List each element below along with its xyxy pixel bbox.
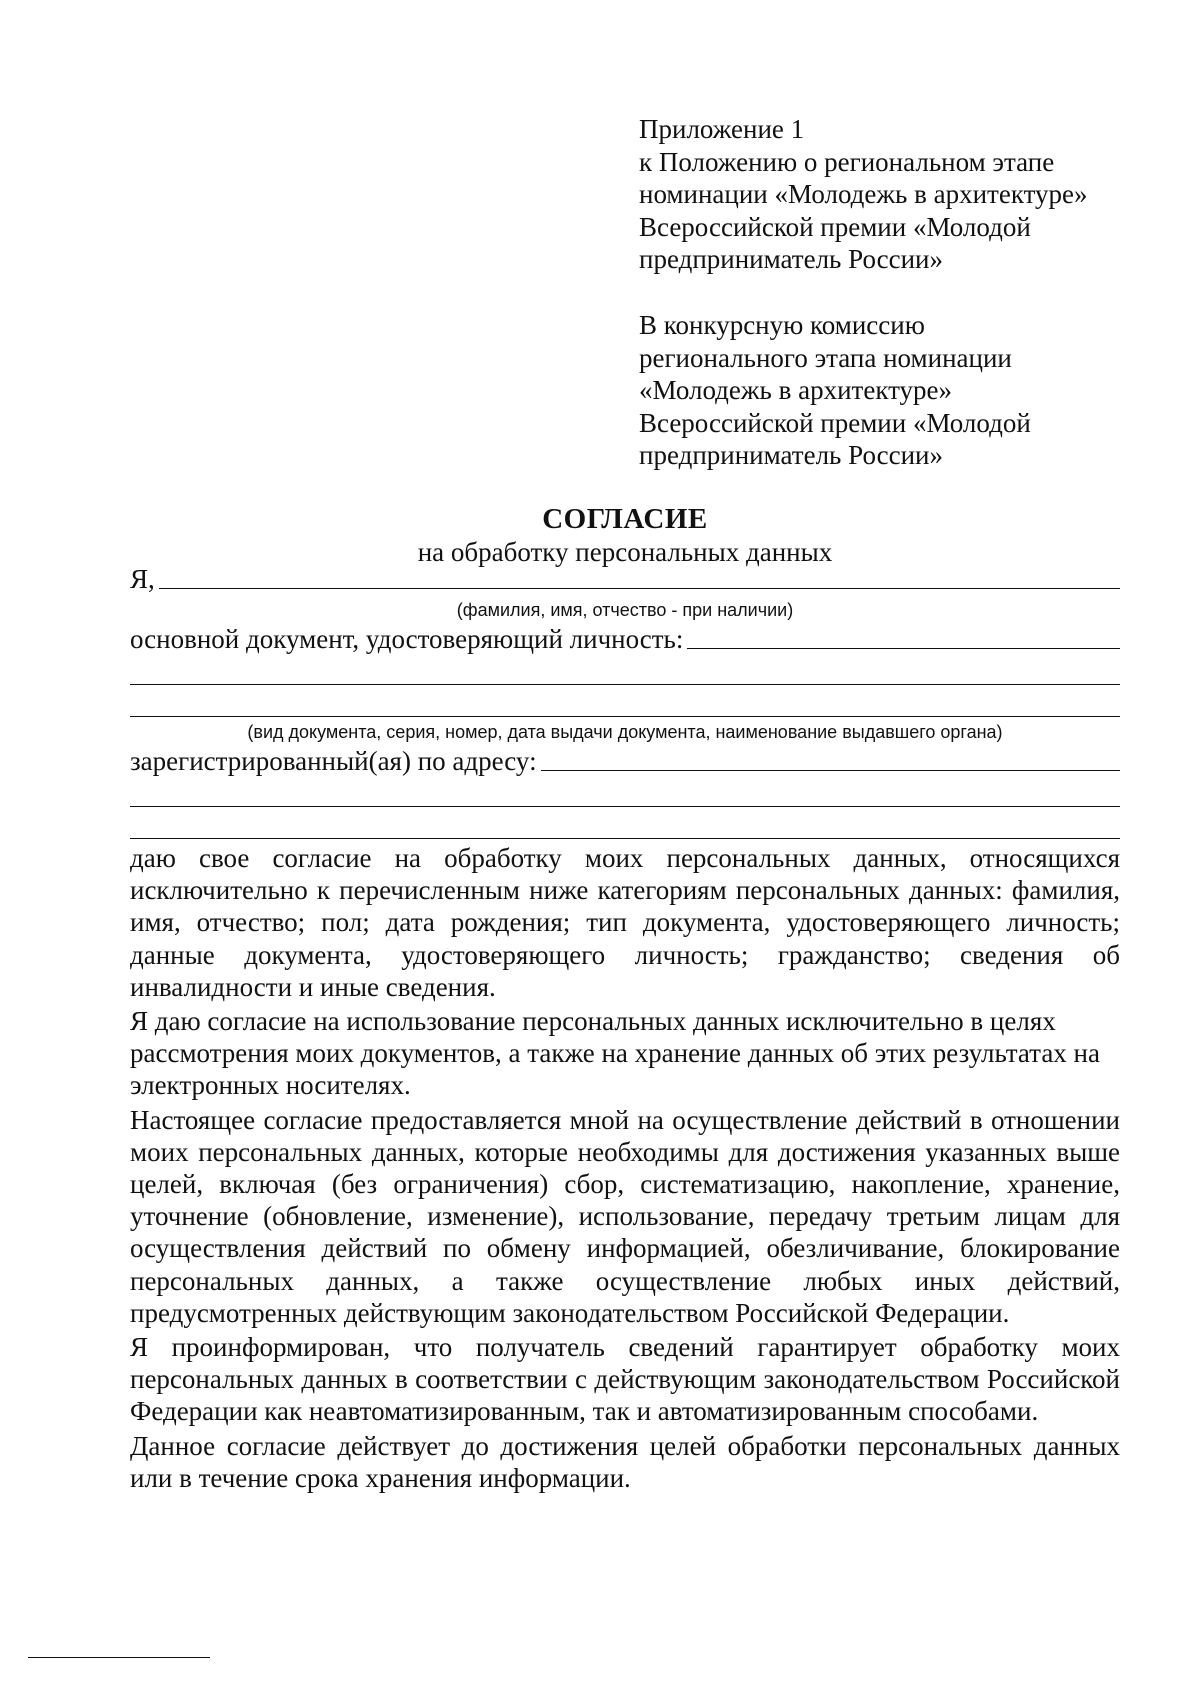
addressee-line: В конкурсную комиссию bbox=[639, 310, 925, 340]
addressee-line: предприниматель России» bbox=[639, 440, 944, 470]
addressee-line: «Молодежь в архитектуре» bbox=[639, 375, 953, 405]
document-fill-line-3[interactable] bbox=[130, 716, 1120, 717]
name-hint: (фамилия, имя, отчество - при наличии) bbox=[456, 600, 794, 620]
name-row bbox=[130, 564, 1120, 595]
appendix-reference bbox=[639, 113, 1119, 276]
consent-body bbox=[130, 842, 1120, 1496]
address-row bbox=[130, 746, 1120, 777]
consent-paragraph: Данное согласие действует до достижения целей обработки персональных данных или в течение срока хранения информации. bbox=[130, 1430, 1120, 1493]
document-fill-line[interactable] bbox=[687, 647, 1120, 649]
appendix-line: предприниматель России» bbox=[639, 244, 944, 274]
appendix-line: номинации «Молодежь в архитектуре» bbox=[639, 179, 1088, 209]
consent-paragraph: даю свое согласие на обработку моих персональных данных, относящихся исключительно к перечисленным ниже категориям персональных данных: фамилия, имя, отчество; пол; дата рождения; тип документа, удостоверяющего личность; данные документа, удостоверяющего личность; гражданство; сведения об инвалидности и иные сведения. bbox=[130, 843, 1120, 1002]
consent-paragraph: Настоящее согласие предоставляется мной на осуществление действий в отношении моих персональных данных, которые необходимы для достижения указанных выше целей, включая (без ограничения) сбор, систематизацию, накопление, хранение, уточнение (обновление, изменение), использование, передачу третьим лицам для осуществления действий по обмену информацией, обезличивание, блокирование персональных данных, а также осуществление любых иных действий, предусмотренных действующим законодательством Российской Федерации. bbox=[130, 1104, 1120, 1328]
appendix-line: Всероссийской премии «Молодой bbox=[639, 211, 1031, 242]
addressee-line: регионального этапа номинации bbox=[639, 342, 1012, 373]
consent-paragraph: Я проинформирован, что получатель сведений гарантирует обработку моих персональных данных в соответствии с действующим законодательством Российской Федерации как неавтоматизированным, так и автоматизированным способами. bbox=[130, 1332, 1120, 1427]
document-title: СОГЛАСИЕ bbox=[542, 503, 708, 535]
name-label: Я, bbox=[130, 564, 155, 594]
name-fill-line[interactable] bbox=[159, 587, 1120, 589]
consent-paragraph: Я даю согласие на использование персональных данных исключительно в целях рассмотрения моих документов, а также на хранение данных об этих результатах на электронных носителях. bbox=[130, 1006, 1100, 1101]
document-label: основной документ, удостоверяющий личность: bbox=[130, 624, 684, 654]
document-subtitle: на обработку персональных данных bbox=[417, 537, 833, 567]
address-fill-line-2[interactable] bbox=[130, 806, 1120, 807]
document-fill-line-2[interactable] bbox=[130, 684, 1120, 685]
address-fill-line[interactable] bbox=[541, 769, 1120, 771]
document-hint: (вид документа, серия, номер, дата выдачи документа, наименование выдавшего органа) bbox=[247, 722, 1003, 742]
document-row bbox=[130, 624, 1120, 655]
addressee-block bbox=[639, 309, 1119, 472]
appendix-line: Приложение 1 bbox=[639, 114, 805, 144]
footnote-divider bbox=[28, 1657, 210, 1658]
addressee-line: Всероссийской премии «Молодой bbox=[639, 407, 1031, 438]
address-fill-line-3[interactable] bbox=[130, 838, 1120, 839]
address-label: зарегистрированный(ая) по адресу: bbox=[130, 746, 537, 776]
appendix-line: к Положению о региональном этапе bbox=[639, 146, 1055, 177]
